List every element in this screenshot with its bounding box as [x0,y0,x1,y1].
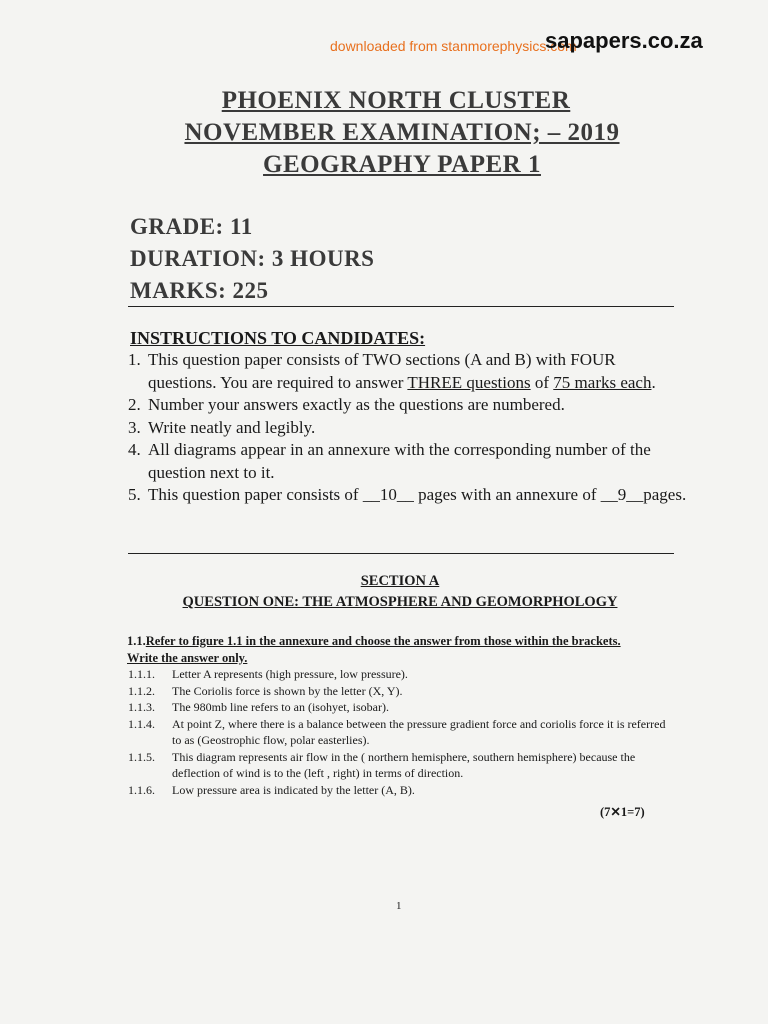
item-text: Low pressure area is indicated by the letter (A, B). [172,782,415,797]
question-item [128,716,668,749]
instruction-text: Write neatly and legibly. [148,417,316,437]
item-text: This diagram represents air flow in the ( northern hemisphere, southern hemisphere) because the deflection of wind is to the (left , right) in terms of direction. [172,749,636,780]
instruction-item [128,484,688,507]
paper-title: GEOGRAPHY PAPER 1 [263,151,541,178]
question-item [128,683,668,700]
instruction-item [128,349,688,394]
instruction-number: 3. [128,417,141,437]
question-item [128,782,668,799]
item-text: The 980mb line refers to an (isohyet, isobar). [172,700,389,714]
item-text: The Coriolis force is shown by the letter (X, Y). [172,683,403,698]
instruction-text-part: . [651,372,656,392]
item-number: 1.1.1. [128,667,155,681]
cluster-title: PHOENIX NORTH CLUSTER [221,87,571,114]
instruction-item [128,417,688,440]
exam-title: NOVEMBER EXAMINATION; – 2019 [184,119,620,146]
instruction-number: 5. [128,485,141,504]
instruction-text-part: of [530,372,554,392]
item-text: Letter A represents (high pressure, low pressure). [172,667,408,681]
question-heading-text: Refer to figure 1.1 in the annexure and choose the answer from those within the brackets. Write the answer only. [127,634,621,665]
section-label: SECTION A [360,573,440,589]
instruction-emphasis: 75 marks each [553,372,652,392]
instruction-number: 2. [128,395,141,414]
divider-bottom [128,553,674,554]
question-items [128,666,668,798]
question-item [128,699,668,716]
item-number: 1.1.3. [128,700,155,714]
instruction-emphasis: THREE questions [407,372,531,392]
site-watermark: sapapers.co.za [545,28,703,53]
marks-label: MARKS: 225 [130,278,269,303]
item-number: 1.1.4. [128,716,155,731]
duration-label: DURATION: 3 HOURS [130,246,375,271]
instruction-text: Number your answers exactly as the questions are numbered. [148,395,565,414]
instruction-item [128,394,688,417]
item-number: 1.1.6. [128,782,155,797]
instructions-list [128,349,688,507]
download-watermark: downloaded from stanmorephysics.com [330,38,577,54]
instruction-item [128,439,688,484]
divider-top [128,306,674,307]
instruction-text-part: This question paper consists of TWO sections (A and B) with FOUR questions. You are required to answer [148,350,616,392]
instruction-number: 4. [128,440,141,459]
instruction-text: This question paper consists of __10__ pages with an annexure of __9__pages. [148,485,687,504]
question-heading [127,633,647,667]
question-title: QUESTION ONE: THE ATMOSPHERE AND GEOMORPHOLOGY [182,594,618,610]
item-text: At point Z, where there is a balance between the pressure gradient force and coriolis force it is referred to as (Geostrophic flow, polar easterlies). [172,716,666,747]
instruction-text: All diagrams appear in an annexure with the corresponding number of the question next to it. [148,440,651,482]
page-number: 1 [396,900,402,912]
question-heading-number: 1.1. [127,634,146,648]
instructions-title: INSTRUCTIONS TO CANDIDATES: [130,328,426,348]
marks-allocation: (7✕1=7) [600,805,645,819]
item-number: 1.1.5. [128,749,155,764]
grade-label: GRADE: 11 [130,214,253,239]
question-item [128,666,668,683]
item-number: 1.1.2. [128,683,155,698]
question-item [128,749,668,782]
instruction-text [148,349,688,394]
instruction-number: 1. [128,350,141,369]
